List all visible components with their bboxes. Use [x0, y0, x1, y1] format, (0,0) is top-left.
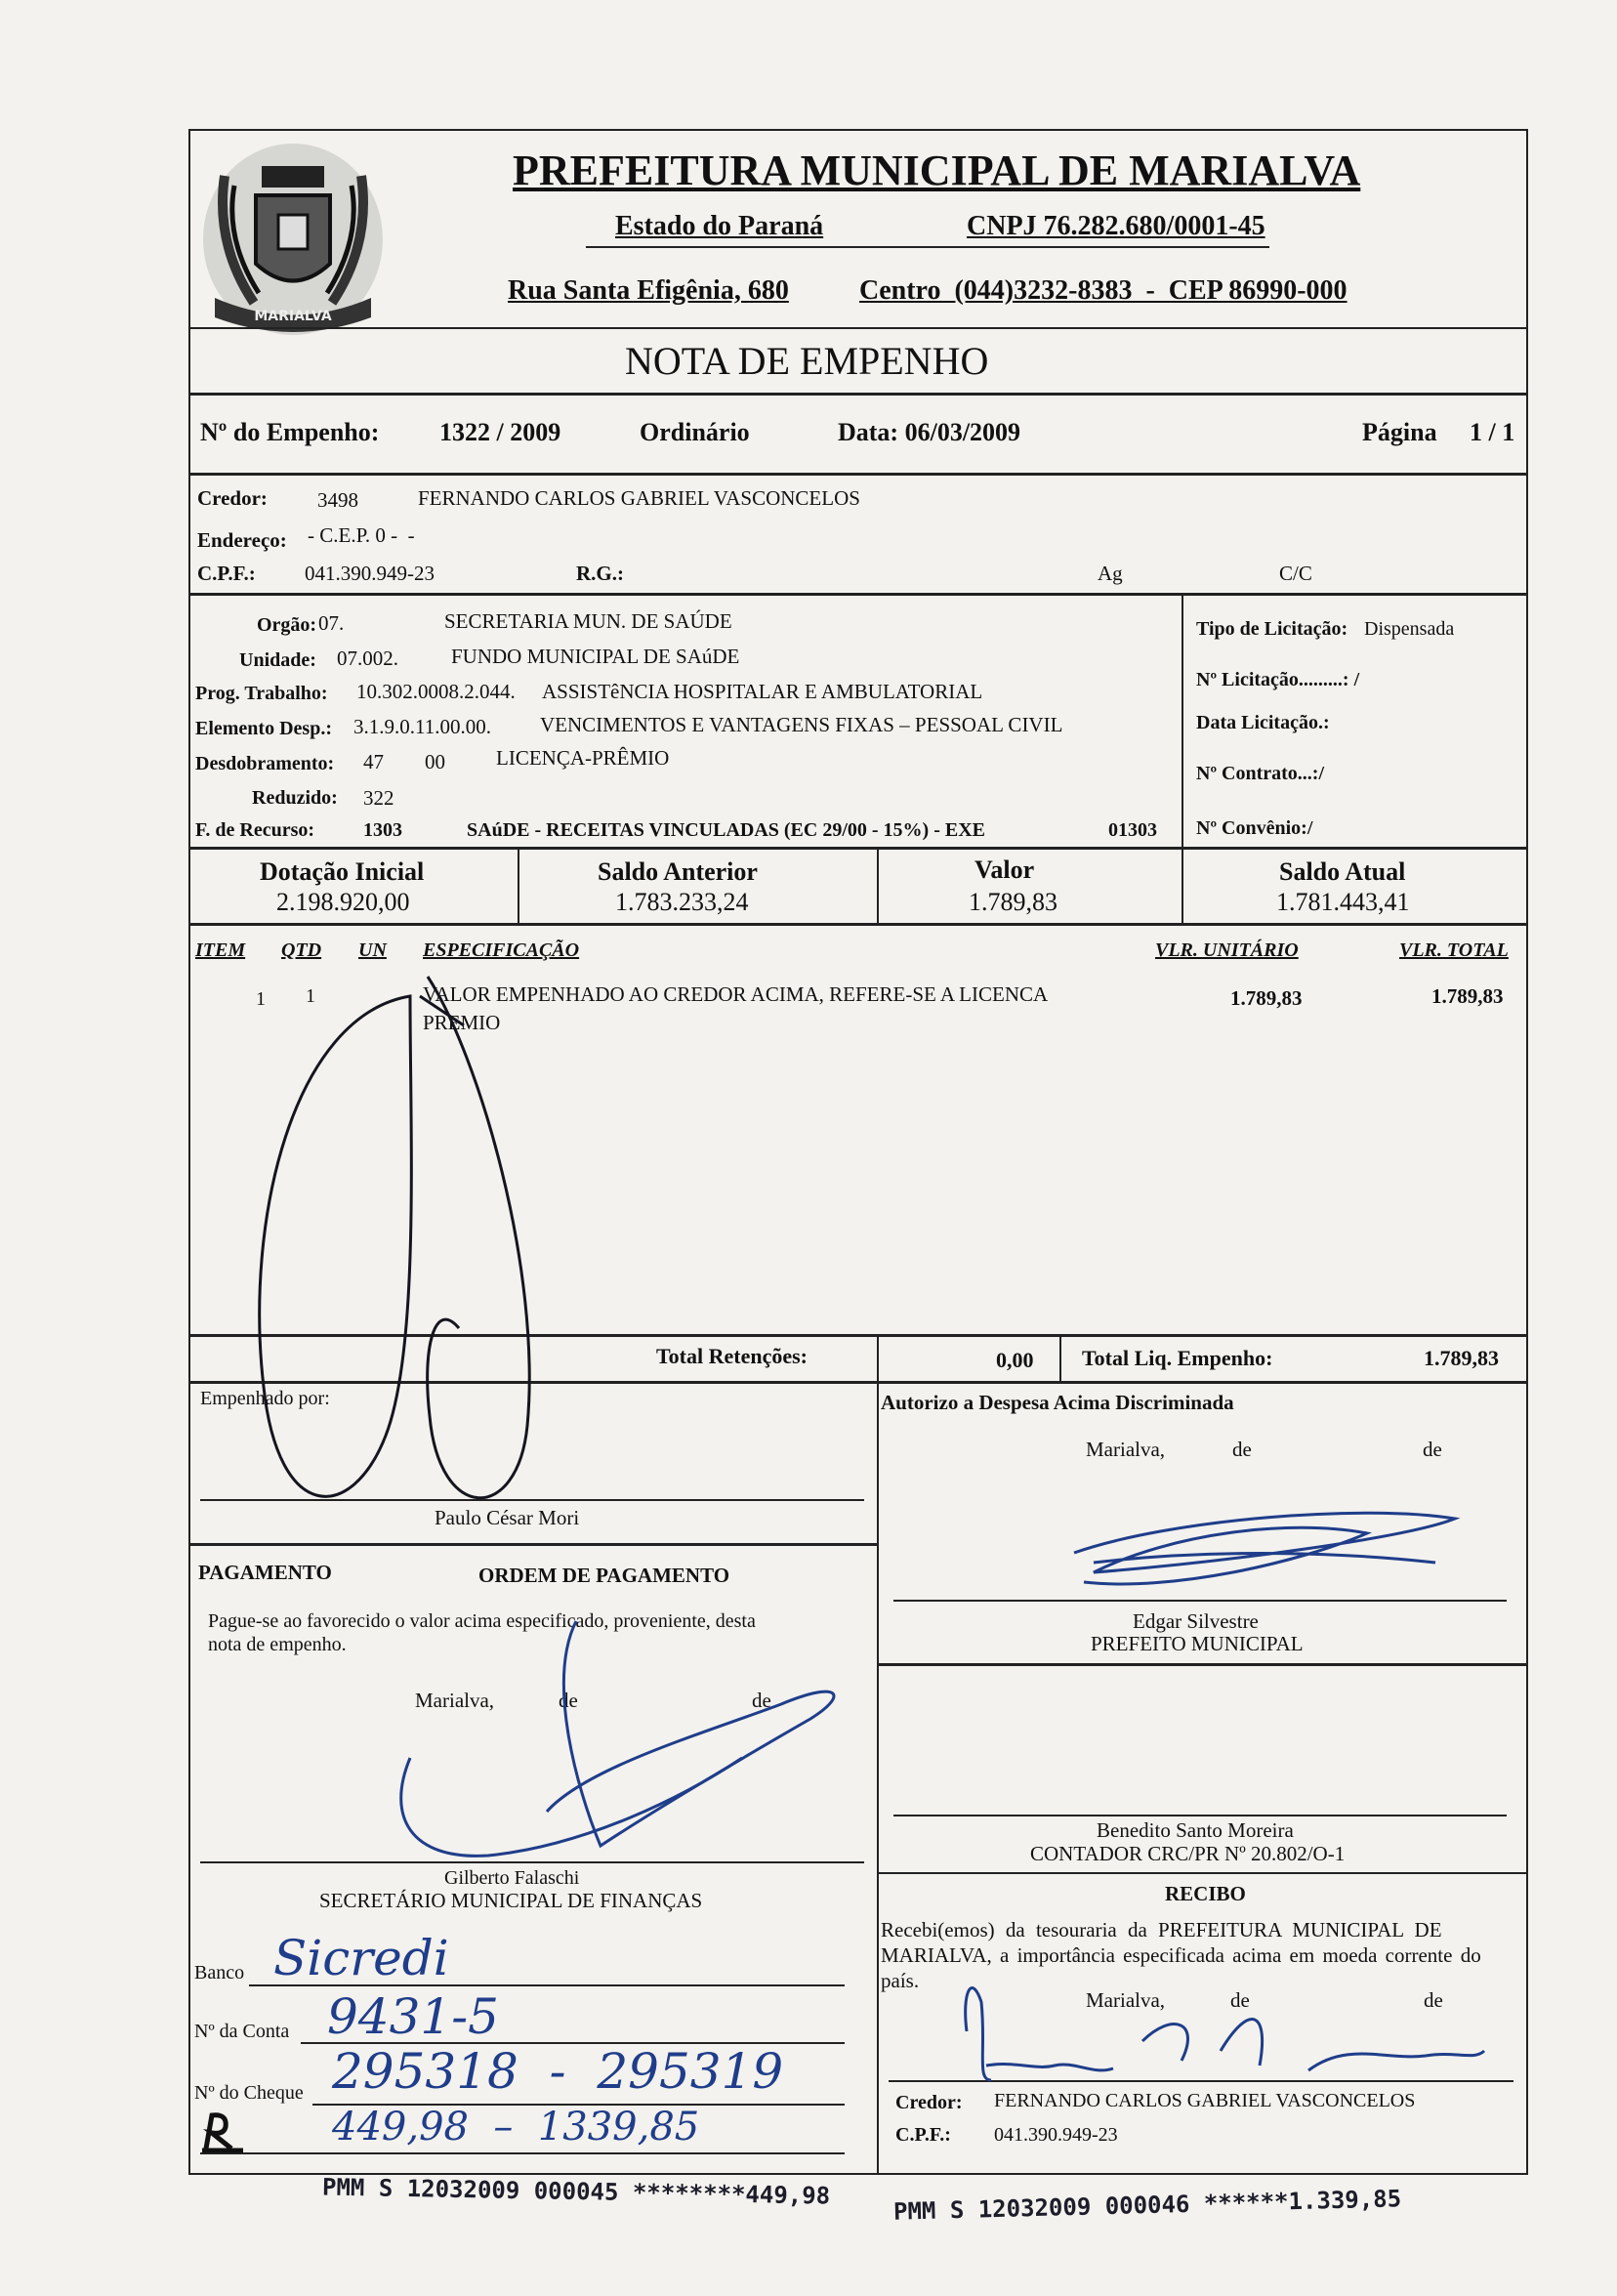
- conta-label: Nº da Conta: [194, 2021, 290, 2042]
- unidade-label: Unidade:: [239, 649, 316, 671]
- ordem-pagamento-label: ORDEM DE PAGAMENTO: [478, 1564, 730, 1587]
- street-address: Rua Santa Efigênia, 680: [508, 275, 789, 306]
- empenho-label: Nº do Empenho:: [200, 418, 380, 446]
- prefeito-role: PREFEITO MUNICIPAL: [1091, 1632, 1304, 1655]
- row-item: 1: [256, 988, 266, 1010]
- col-unit-value: VLR. UNITÁRIO: [1155, 939, 1299, 961]
- valor-label: Valor: [974, 856, 1035, 884]
- recurso-label: F. de Recurso:: [195, 819, 315, 841]
- secretario-name: Gilberto Falaschi: [444, 1867, 580, 1889]
- cheque-label: Nº do Cheque: [194, 2082, 304, 2104]
- recibo-text-1: Recebi(emos) da tesouraria da PREFEITURA MUNICIPAL DE: [881, 1918, 1442, 1941]
- state-name: Estado do Paraná: [615, 211, 824, 241]
- address-contact: Centro (044)3232-8383 - CEP 86990-000: [859, 275, 1348, 306]
- pagamento-de2: de: [752, 1689, 771, 1712]
- ag-label: Ag: [1098, 562, 1123, 585]
- licitacao-number: Nº Licitação.........: /: [1196, 669, 1360, 690]
- address-value: - C.E.P. 0 - -: [308, 523, 415, 547]
- col-qtd: QTD: [281, 939, 322, 961]
- rg-label: R.G.:: [576, 562, 624, 585]
- prog-code: 10.302.0008.2.044.: [356, 680, 516, 703]
- elem-label: Elemento Desp.:: [195, 718, 332, 739]
- recibo-city: Marialva,: [1086, 1988, 1166, 2012]
- credor-name: FERNANDO CARLOS GABRIEL VASCONCELOS: [418, 486, 860, 510]
- tipo-licitacao-label: Tipo de Licitação:: [1196, 618, 1348, 640]
- autorizo-de1: de: [1232, 1438, 1252, 1461]
- recurso-number: 01303: [1108, 819, 1157, 841]
- cheque-amounts: 449,98 – 1339,85: [332, 2105, 700, 2150]
- recurso-name: SAúDE - RECEITAS VINCULADAS (EC 29/00 - 15%) - EXE: [467, 819, 985, 841]
- total-liq-label: Total Liq. Empenho:: [1082, 1346, 1273, 1370]
- contador-role: CONTADOR CRC/PR Nº 20.802/O-1: [1030, 1842, 1346, 1865]
- tipo-licitacao-value: Dispensada: [1364, 618, 1455, 640]
- recibo-text-3: país.: [881, 1969, 920, 1992]
- desd-sub: 00: [425, 750, 445, 773]
- cpf-value: 041.390.949-23: [305, 562, 435, 585]
- unidade-name: FUNDO MUNICIPAL DE SAúDE: [451, 645, 740, 668]
- saldo-atual-value: 1.781.443,41: [1276, 888, 1410, 916]
- pagamento-text-2: nota de empenho.: [208, 1634, 347, 1655]
- document-title: NOTA DE EMPENHO: [625, 339, 989, 383]
- reduzido-value: 322: [363, 786, 394, 810]
- credor-code: 3498: [317, 488, 358, 512]
- page-label: Página: [1362, 418, 1437, 446]
- row-qtd: 1: [306, 985, 315, 1007]
- address-label: Endereço:: [197, 528, 287, 552]
- row-total-value: 1.789,83: [1431, 984, 1504, 1008]
- convenio-number: Nº Convênio:/: [1196, 817, 1313, 839]
- orgao-code: 07.: [318, 611, 345, 635]
- orgao-label: Orgão:: [257, 614, 317, 636]
- saldo-anterior-value: 1.783.233,24: [615, 888, 749, 916]
- page-title: PREFEITURA MUNICIPAL DE MARIALVA: [513, 146, 1361, 194]
- row-spec-line1: VALOR EMPENHADO AO CREDOR ACIMA, REFERE-SE A LICENCA: [423, 982, 1049, 1006]
- licitacao-date: Data Licitação.:: [1196, 712, 1330, 733]
- row-unit-value: 1.789,83: [1230, 986, 1303, 1010]
- cnpj: CNPJ 76.282.680/0001-45: [967, 211, 1265, 241]
- desd-name: LICENÇA-PRÊMIO: [496, 746, 670, 770]
- retencoes-label: Total Retenções:: [656, 1344, 808, 1368]
- banco-label: Banco: [194, 1962, 245, 1983]
- contador-name: Benedito Santo Moreira: [1097, 1818, 1294, 1842]
- autorizo-label: Autorizo a Despesa Acima Discriminada: [881, 1391, 1234, 1414]
- total-liq-value: 1.789,83: [1424, 1346, 1499, 1370]
- empenho-date: Data: 06/03/2009: [838, 418, 1021, 446]
- bank-stamp-right: PMM S 12032009 000046 ******1.339,85: [892, 2185, 1402, 2226]
- orgao-name: SECRETARIA MUN. DE SAÚDE: [444, 609, 732, 633]
- page-number: 1 / 1: [1470, 418, 1515, 446]
- desd-code: 47: [363, 750, 384, 773]
- pagamento-de1: de: [559, 1689, 578, 1712]
- col-item: ITEM: [195, 939, 246, 961]
- recibo-credor-name: FERNANDO CARLOS GABRIEL VASCONCELOS: [994, 2090, 1416, 2111]
- empenho-number: 1322 / 2009: [439, 418, 561, 446]
- col-un: UN: [358, 939, 387, 961]
- valor-value: 1.789,83: [969, 888, 1057, 916]
- empenho-type: Ordinário: [640, 418, 750, 446]
- recibo-title: RECIBO: [1165, 1882, 1246, 1905]
- recibo-de2: de: [1424, 1988, 1443, 2012]
- unidade-code: 07.002.: [337, 647, 398, 670]
- seal-label: MARIALVA: [254, 309, 332, 324]
- pagamento-text-1: Pague-se ao favorecido o valor acima especificado, proveniente, desta: [208, 1610, 756, 1632]
- retencoes-value: 0,00: [996, 1348, 1034, 1372]
- recibo-de1: de: [1230, 1988, 1250, 2012]
- contrato-number: Nº Contrato...:/: [1196, 763, 1325, 784]
- row-spec-line2: PREMIO: [423, 1011, 501, 1034]
- recurso-code: 1303: [363, 819, 402, 841]
- col-total-value: VLR. TOTAL: [1399, 939, 1509, 961]
- recibo-cpf-label: C.P.F.:: [895, 2124, 951, 2146]
- prog-name: ASSISTêNCIA HOSPITALAR E AMBULATORIAL: [542, 680, 983, 703]
- col-spec: ESPECIFICAÇÃO: [423, 939, 580, 961]
- recibo-text-2: MARIALVA, a importância especificada acima em moeda corrente do: [881, 1943, 1481, 1967]
- saldo-anterior-label: Saldo Anterior: [598, 857, 758, 886]
- recibo-credor-label: Credor:: [895, 2092, 963, 2113]
- credor-label: Credor:: [197, 486, 268, 510]
- autorizo-de2: de: [1423, 1438, 1442, 1461]
- elem-code: 3.1.9.0.11.00.00.: [353, 715, 491, 738]
- bank-stamp-left: PMM S 12032009 000045 ********449,98: [321, 2173, 831, 2210]
- autorizo-city: Marialva,: [1086, 1438, 1166, 1461]
- empenhado-label: Empenhado por:: [200, 1388, 330, 1409]
- cpf-label: C.P.F.:: [197, 562, 256, 585]
- cheque-value: 295318 - 295319: [332, 2043, 784, 2100]
- elem-name: VENCIMENTOS E VANTAGENS FIXAS – PESSOAL CIVIL: [540, 713, 1063, 736]
- prog-label: Prog. Trabalho:: [195, 683, 328, 704]
- saldo-atual-label: Saldo Atual: [1279, 857, 1406, 886]
- reduzido-label: Reduzido:: [252, 787, 338, 809]
- pagamento-city: Marialva,: [415, 1689, 495, 1712]
- dotacao-label: Dotação Inicial: [260, 857, 425, 886]
- recibo-cpf-value: 041.390.949-23: [994, 2124, 1118, 2146]
- secretario-role: SECRETÁRIO MUNICIPAL DE FINANÇAS: [319, 1889, 703, 1912]
- conta-value: 9431-5: [327, 1988, 499, 2045]
- desd-label: Desdobramento:: [195, 753, 335, 774]
- dotacao-value: 2.198.920,00: [276, 888, 410, 916]
- pagamento-label: PAGAMENTO: [198, 1561, 332, 1584]
- empenhado-signer: Paulo César Mori: [435, 1506, 580, 1529]
- cc-label: C/C: [1279, 562, 1312, 585]
- banco-value: Sicredi: [273, 1930, 449, 1986]
- prefeito-name: Edgar Silvestre: [1133, 1609, 1259, 1633]
